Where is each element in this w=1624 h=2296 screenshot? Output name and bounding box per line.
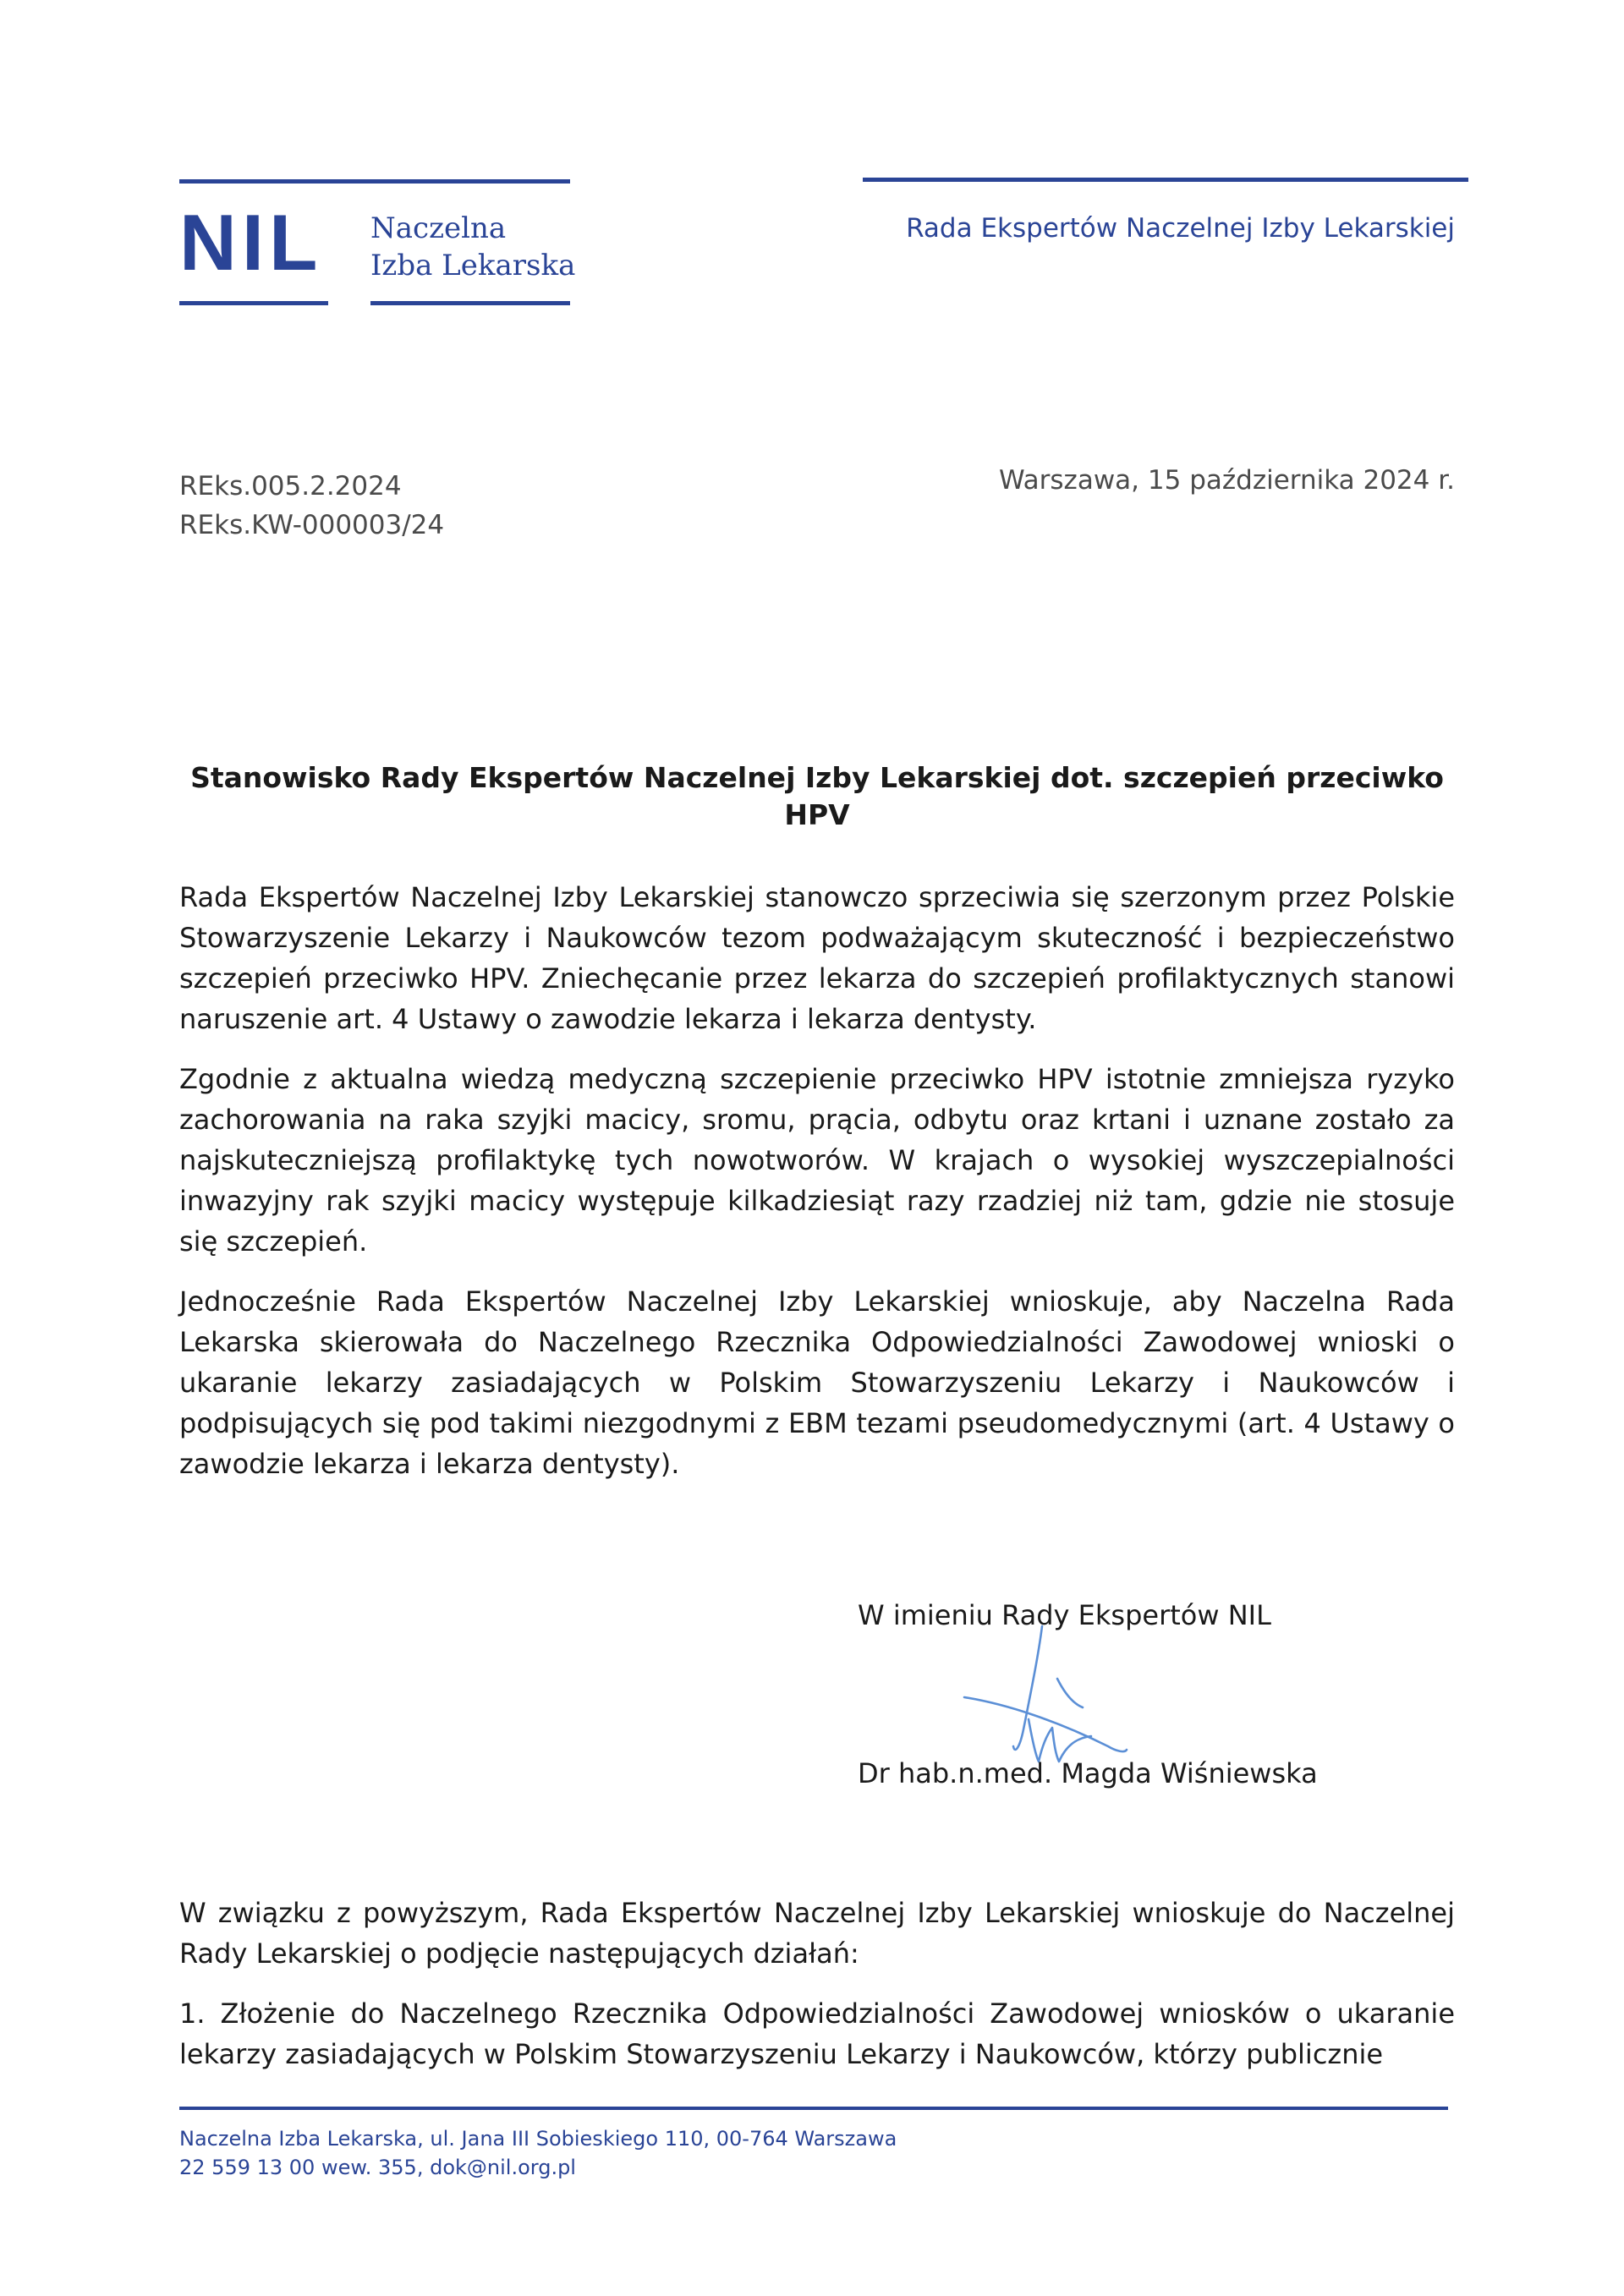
header-right-rule — [863, 178, 1468, 182]
signer-name: Dr hab.n.med. Magda Wiśniewska — [858, 1757, 1318, 1789]
reference-number-2: REks.KW-000003/24 — [179, 510, 445, 540]
footer-phone-email: 22 559 13 00 wew. 355, dok@nil.org.pl — [179, 2156, 576, 2179]
logo-bottom-rule-left — [179, 301, 328, 305]
reference-numbers — [179, 467, 444, 545]
body-paragraph-1: Rada Ekspertów Naczelnej Izby Lekarskiej stanowczo sprzeciwia się szerzonym przez Polskie Stowarzyszenie Lekarzy i Naukowców tezom podważającym skuteczność i bezpieczeństwo szczepień przeciwko HPV. Zniechęcanie przez lekarza do szczepień profilaktycznych stanowi naruszenie art. 4 Ustawy o zawodzie lekarza i lekarza dentysty. — [179, 881, 1455, 1035]
followup-item-1: 1. Złożenie do Naczelnego Rzecznika Odpowiedzialności Zawodowej wniosków o ukaranie lekarzy zasiadających w Polskim Stowarzyszeniu Lekarzy i Naukowców, którzy publicznie — [179, 1997, 1455, 2070]
logo-name-line1: Naczelna — [370, 211, 507, 245]
on-behalf-text: W imieniu Rady Ekspertów NIL — [858, 1599, 1271, 1631]
nil-logo: NIL — [179, 198, 323, 287]
logo-bottom-rule-right — [370, 301, 570, 305]
logo-top-rule — [179, 179, 570, 184]
document-body — [179, 877, 1455, 1504]
document-date: Warszawa, 15 października 2024 r. — [999, 465, 1455, 496]
footer-address: Naczelna Izba Lekarska, ul. Jana III Sobieskiego 110, 00-764 Warszawa — [179, 2127, 897, 2151]
logo-name-line2: Izba Lekarska — [370, 249, 576, 282]
footer-rule — [179, 2107, 1448, 2110]
footer-contact — [179, 2124, 897, 2182]
followup-intro: W związku z powyższym, Rada Ekspertów Naczelnej Izby Lekarskiej wnioskuje do Naczelnej Rady Lekarskiej o podjęcie następujących działań: — [179, 1897, 1455, 1970]
header-right-title: Rada Ekspertów Naczelnej Izby Lekarskiej — [906, 213, 1455, 244]
reference-number-1: REks.005.2.2024 — [179, 471, 402, 501]
handwritten-signature — [947, 1619, 1150, 1772]
body-paragraph-2: Zgodnie z aktualna wiedzą medyczną szczepienie przeciwko HPV istotnie zmniejsza ryzyko zachorowania na raka szyjki macicy, sromu, prącia, odbytu oraz krtani i uznane zostało za najskuteczniejszą profilaktykę tych nowotworów. W krajach o wysokiej wyszczepialności inwazyjny rak szyjki macicy występuje kilkadziesiąt razy rzadziej niż tam, gdzie nie stosuje się szczepień. — [179, 1063, 1455, 1258]
followup-section — [179, 1893, 1455, 2094]
logo-organization-name — [370, 210, 575, 284]
document-title: Stanowisko Rady Ekspertów Naczelnej Izby Lekarskiej dot. szczepień przeciwko HPV — [190, 761, 1444, 831]
body-paragraph-3: Jednocześnie Rada Ekspertów Naczelnej Izby Lekarskiej wnioskuje, aby Naczelna Rada Lekarska skierowała do Naczelnego Rzecznika Odpowiedzialności Zawodowej wnioski o ukaranie lekarzy zasiadających w Polskim Stowarzyszeniu Lekarzy i Naukowców i podpisujących się pod takimi niezgodnymi z EBM tezami pseudomedycznymi (art. 4 Ustawy o zawodzie lekarza i lekarza dentysty). — [179, 1285, 1455, 1480]
